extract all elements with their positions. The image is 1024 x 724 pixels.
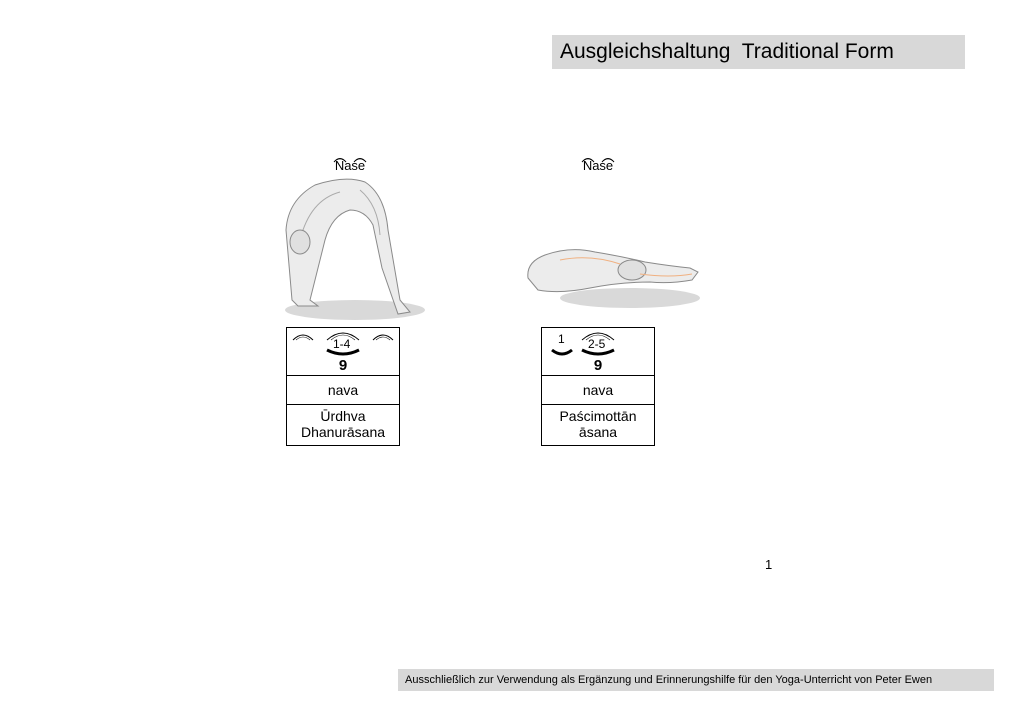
pose-card	[541, 327, 655, 446]
page-number: 1	[765, 557, 773, 572]
pose-name-line2: āsana	[578, 424, 618, 440]
pose-name-line1: Ūrdhva	[320, 408, 366, 424]
gaze-indicator	[578, 154, 618, 174]
breath-total: 9	[338, 357, 348, 374]
breath-indicator	[542, 328, 654, 376]
pose-name-line1: Paścimottān	[559, 408, 637, 424]
rhythm-label: nava	[542, 376, 654, 405]
page-title: Ausgleichshaltung Traditional Form	[552, 35, 965, 69]
pose-name	[542, 405, 654, 445]
breath-indicator	[287, 328, 399, 376]
rhythm-label: nava	[287, 376, 399, 405]
pose-card	[286, 327, 400, 446]
pose-name-line2: Dhanurāsana	[300, 424, 386, 440]
breath-pre-label: 1	[558, 332, 565, 346]
pose-name	[287, 405, 399, 445]
pose-figure-pascimottanasana	[520, 240, 705, 320]
gaze-label: Nase	[334, 158, 366, 173]
breath-total: 9	[593, 357, 603, 374]
breath-count-label: 1-4	[333, 337, 351, 351]
gaze-label: Nase	[582, 158, 614, 173]
breath-count-label: 2-5	[588, 337, 606, 351]
pose-figure-urdhva-dhanurasana	[270, 170, 430, 325]
footer-note: Ausschließlich zur Verwendung als Ergänzung und Erinnerungshilfe für den Yoga-Unterricht von Peter Ewen	[398, 669, 994, 691]
